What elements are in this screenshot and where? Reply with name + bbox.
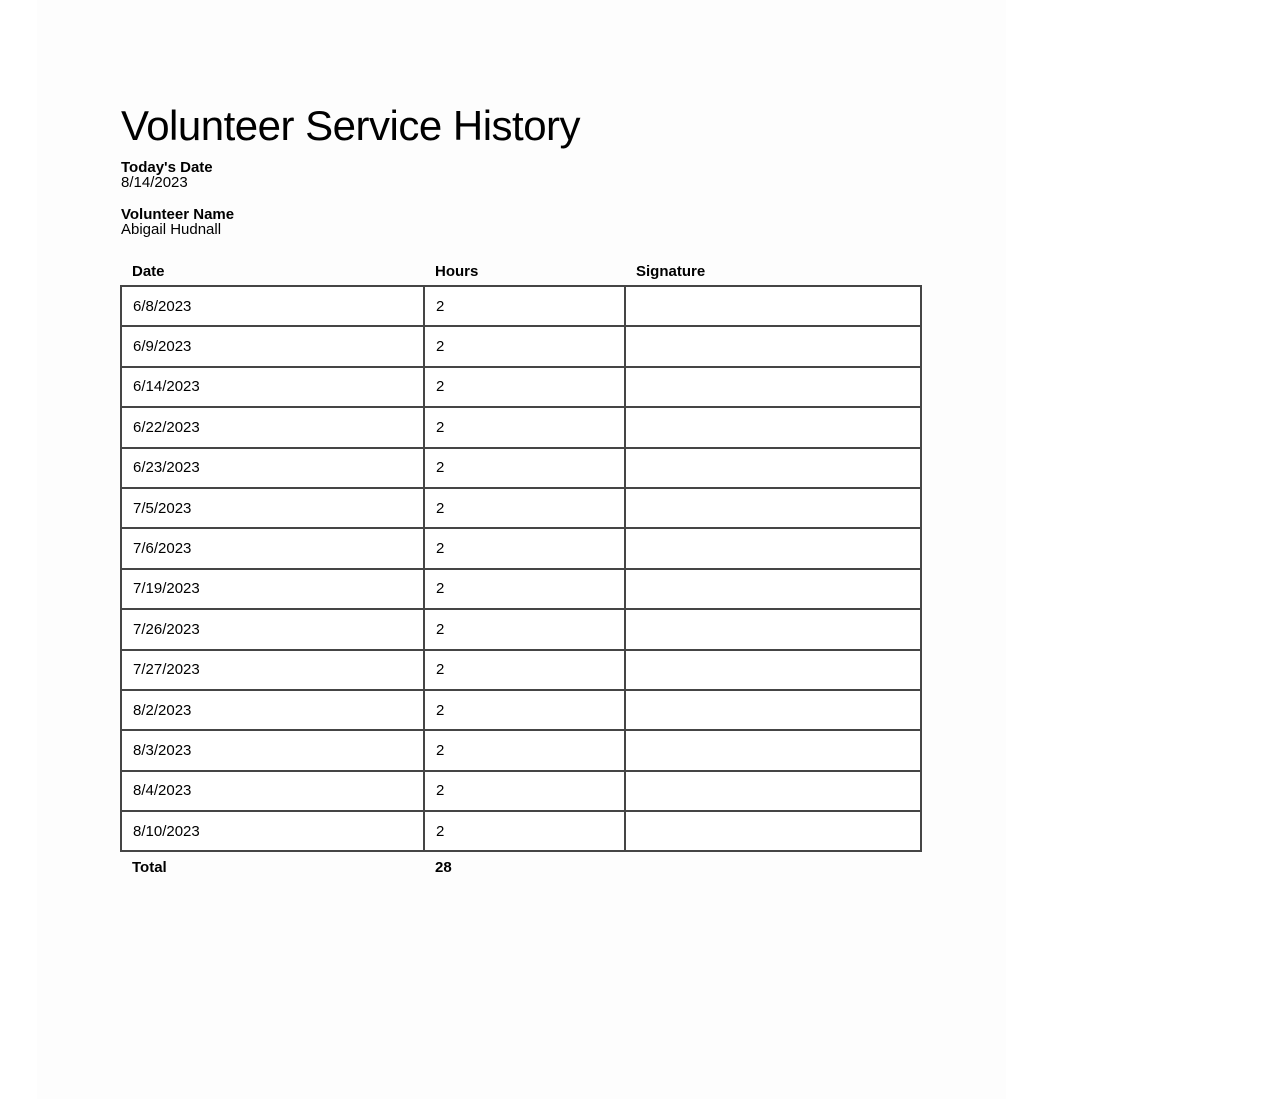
signature-cell[interactable] — [625, 326, 921, 366]
table-row — [121, 407, 921, 447]
signature-cell[interactable] — [625, 771, 921, 811]
date-cell: 6/14/2023 — [121, 367, 424, 407]
volunteer-name-value: Abigail Hudnall — [121, 221, 222, 238]
table-row — [121, 609, 921, 649]
hours-cell: 2 — [424, 407, 625, 447]
table-row — [121, 650, 921, 690]
date-cell: 8/3/2023 — [121, 730, 424, 770]
table-row — [121, 771, 921, 811]
date-cell: 8/10/2023 — [121, 811, 424, 851]
signature-cell[interactable] — [625, 448, 921, 488]
table-row — [121, 528, 921, 568]
hours-cell: 2 — [424, 609, 625, 649]
date-cell: 6/23/2023 — [121, 448, 424, 488]
date-cell: 7/26/2023 — [121, 609, 424, 649]
document-page — [37, 0, 1006, 1099]
signature-cell[interactable] — [625, 690, 921, 730]
service-history-table — [120, 255, 922, 887]
volunteer-name-field — [121, 207, 234, 237]
total-signature-spacer — [625, 851, 921, 887]
table-row — [121, 690, 921, 730]
date-cell: 7/19/2023 — [121, 569, 424, 609]
service-history-table-wrap — [120, 255, 922, 887]
signature-cell[interactable] — [625, 528, 921, 568]
signature-cell[interactable] — [625, 811, 921, 851]
hours-cell: 2 — [424, 730, 625, 770]
signature-cell[interactable] — [625, 569, 921, 609]
date-cell: 6/8/2023 — [121, 286, 424, 326]
table-row — [121, 286, 921, 326]
page-title: Volunteer Service History — [121, 102, 581, 150]
hours-cell: 2 — [424, 528, 625, 568]
total-row — [121, 851, 921, 887]
date-cell: 7/27/2023 — [121, 650, 424, 690]
column-header-signature: Signature — [636, 263, 706, 280]
hours-cell: 2 — [424, 650, 625, 690]
signature-cell[interactable] — [625, 286, 921, 326]
date-cell: 6/9/2023 — [121, 326, 424, 366]
signature-cell[interactable] — [625, 407, 921, 447]
hours-cell: 2 — [424, 488, 625, 528]
table-row — [121, 730, 921, 770]
table-body — [121, 286, 921, 851]
hours-cell: 2 — [424, 367, 625, 407]
table-row — [121, 488, 921, 528]
todays-date-field — [121, 160, 213, 190]
table-row — [121, 367, 921, 407]
volunteer-name-label: Volunteer Name — [121, 206, 235, 223]
hours-cell: 2 — [424, 771, 625, 811]
date-cell: 8/4/2023 — [121, 771, 424, 811]
todays-date-label: Today's Date — [121, 159, 213, 176]
signature-cell[interactable] — [625, 367, 921, 407]
column-header-date: Date — [132, 263, 165, 280]
column-header-hours: Hours — [435, 263, 479, 280]
hours-cell: 2 — [424, 690, 625, 730]
date-cell: 8/2/2023 — [121, 690, 424, 730]
hours-cell: 2 — [424, 811, 625, 851]
hours-cell: 2 — [424, 448, 625, 488]
table-row — [121, 448, 921, 488]
total-hours-value: 28 — [435, 859, 452, 877]
todays-date-value: 8/14/2023 — [121, 174, 188, 191]
table-row — [121, 326, 921, 366]
date-cell: 7/6/2023 — [121, 528, 424, 568]
hours-cell: 2 — [424, 569, 625, 609]
hours-cell: 2 — [424, 326, 625, 366]
hours-cell: 2 — [424, 286, 625, 326]
table-header — [121, 255, 921, 286]
signature-cell[interactable] — [625, 730, 921, 770]
table-row — [121, 569, 921, 609]
date-cell: 7/5/2023 — [121, 488, 424, 528]
table-footer — [121, 851, 921, 887]
signature-cell[interactable] — [625, 650, 921, 690]
total-label: Total — [132, 859, 167, 877]
signature-cell[interactable] — [625, 488, 921, 528]
signature-cell[interactable] — [625, 609, 921, 649]
date-cell: 6/22/2023 — [121, 407, 424, 447]
table-row — [121, 811, 921, 851]
